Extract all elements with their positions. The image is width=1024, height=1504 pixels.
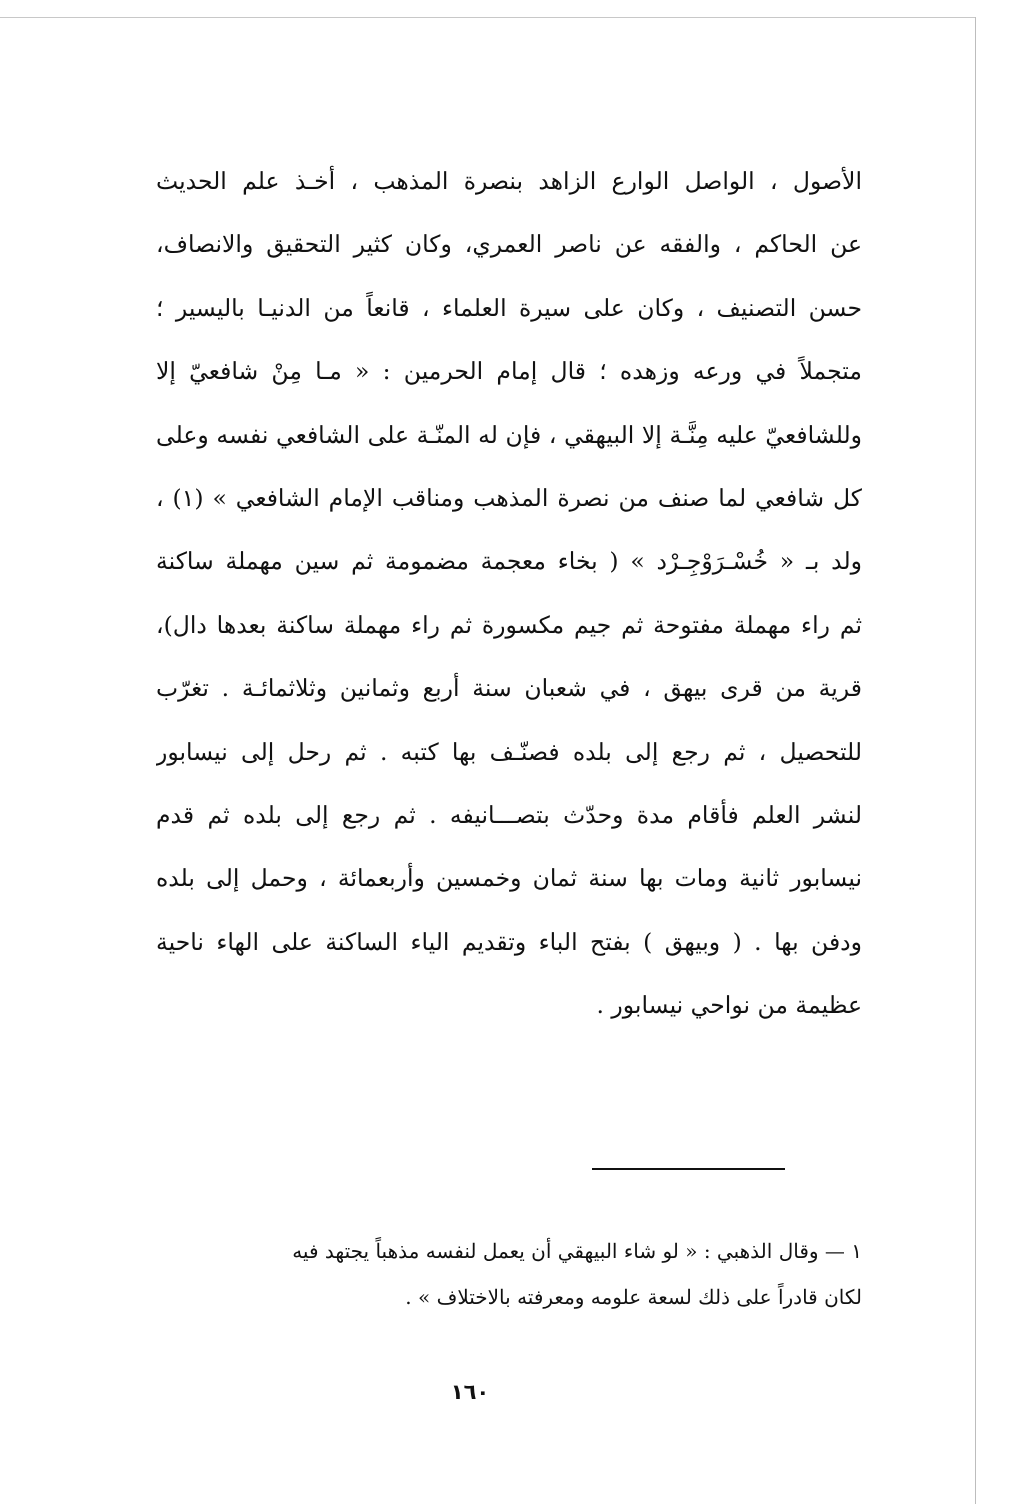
footnote-line: ١ — وقال الذهبي : « لو شاء البيهقي أن يعمل لنفسه مذهباً يجتهد فيه	[292, 1239, 862, 1263]
text-line: الأصول ، الواصل الوارع الزاهد بنصرة المذهب ، أخـذ علم الحديث	[156, 167, 862, 195]
text-line: نيسابور ثانية ومات بها سنة ثمان وخمسين وأربعمائة ، وحمل إلى بلده	[156, 864, 862, 893]
text-line: عن الحاكم ، والفقه عن ناصر العمري، وكان كثير التحقيق والانصاف،	[156, 230, 862, 259]
text-line: كل شافعي لما صنف من نصرة المذهب ومناقب الإمام الشافعي » (١) ،	[156, 483, 862, 512]
footnote-separator	[592, 1168, 785, 1170]
main-text	[156, 150, 862, 1037]
page-top-edge	[0, 17, 976, 18]
text-line: وللشافعيّ عليه مِنَّـة إلا البيهقي ، فإن له المنّـة على الشافعي نفسه وعلى	[156, 420, 862, 449]
page-right-edge	[975, 17, 976, 1504]
text-line: عظيمة من نواحي نيسابور .	[596, 991, 862, 1020]
text-line: للتحصيل ، ثم رجع إلى بلده فصنّـف بها كتبه . ثم رحل إلى نيسابور	[156, 737, 862, 766]
text-line: ولد بـ « خُسْـرَوْجِـرْد » ( بخاء معجمة مضمومة ثم سين مهملة ساكنة	[156, 547, 862, 576]
text-line: لنشر العلم فأقام مدة وحدّث بتصـــانيفه . ثم رجع إلى بلده ثم قدم	[156, 800, 862, 829]
text-line: متجملاً في ورعه وزهده ؛ قال إمام الحرمين : « مـا مِنْ شافعيّ إلا	[156, 357, 862, 386]
text-line: ثم راء مهملة مفتوحة ثم جيم مكسورة ثم راء مهملة ساكنة بعدها دال)،	[156, 610, 862, 639]
text-line: حسن التصنيف ، وكان على سيرة العلماء ، قانعاً من الدنيـا باليسير ؛	[156, 293, 862, 322]
footnote-line: لكان قادراً على ذلك لسعة علومه ومعرفته بالاختلاف » .	[405, 1285, 862, 1309]
page-number: ١٦٠	[450, 1380, 490, 1404]
text-line: ودفن بها . ( وبيهق ) بفتح الباء وتقديم الياء الساكنة على الهاء ناحية	[156, 927, 862, 956]
text-line: قرية من قرى بيهق ، في شعبان سنة أربع وثمانين وثلاثمائـة . تغرّب	[156, 674, 862, 703]
footnote	[150, 1228, 862, 1320]
